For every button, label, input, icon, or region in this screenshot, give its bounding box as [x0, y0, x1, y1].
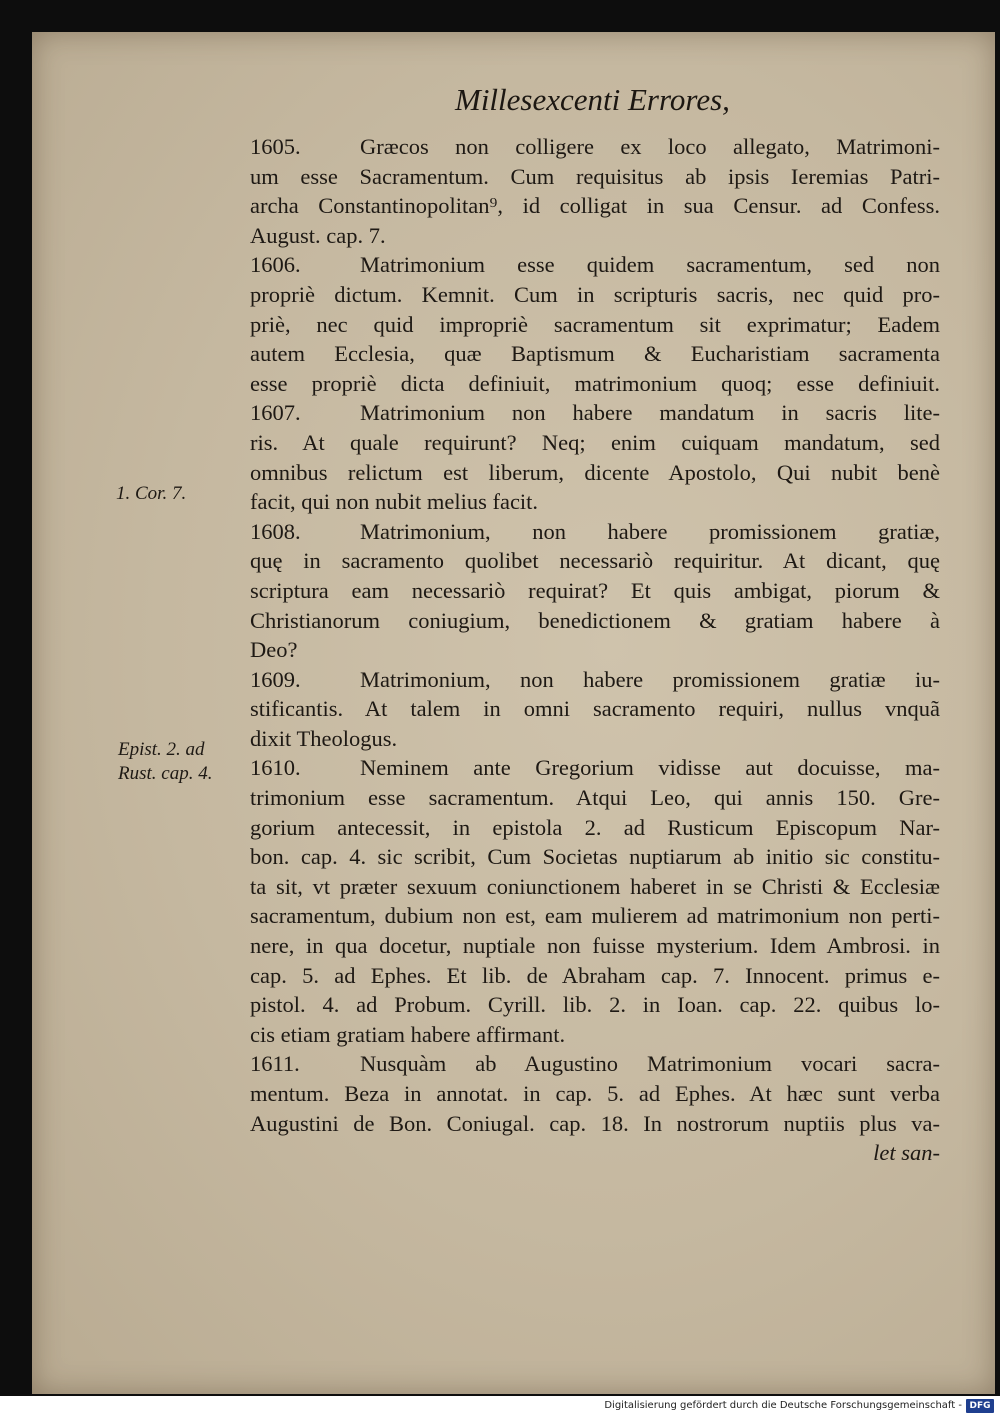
line-text: scriptura eam necessariò requirat? Et quis ambigat, piorum &: [250, 577, 940, 603]
catchword: let san-: [873, 1140, 940, 1166]
text-line: [250, 665, 940, 695]
line-text: cis etiam gratiam habere affirmant.: [250, 1021, 566, 1047]
text-line: [250, 339, 940, 369]
text-line: [250, 783, 940, 813]
text-line: [250, 872, 940, 902]
footer-credit: Digitalisierung gefördert durch die Deutsche Forschungsgemeinschaft -: [604, 1400, 962, 1411]
line-text: Deo?: [250, 637, 298, 663]
line-text: gorium antecessit, in epistola 2. ad Rusticum Episcopum Nar-: [250, 814, 940, 840]
line-text: Christianorum coniugium, benedictionem & gratiam habere à: [250, 607, 940, 633]
line-text: Matrimonium, non habere promissionem gratiæ,: [360, 518, 940, 544]
margin-note-cor: 1. Cor. 7.: [116, 483, 187, 504]
line-text: dixit Theologus.: [250, 725, 398, 751]
text-line: [250, 724, 940, 754]
line-text: bon. cap. 4. sic scribit, Cum Societas nuptiarum ab initio sic constitu-: [250, 844, 940, 870]
text-line: [250, 162, 940, 192]
dfg-logo: DFG: [966, 1399, 994, 1413]
line-text: Augustini de Bon. Coniugal. cap. 18. In nostrorum nuptiis plus va-: [250, 1110, 940, 1136]
text-line: [250, 191, 940, 221]
line-text: autem Ecclesia, quæ Baptismum & Eucharistiam sacramenta: [250, 341, 940, 367]
text-line: [250, 487, 940, 517]
text-line: [250, 546, 940, 576]
text-line: [250, 842, 940, 872]
text-line: [250, 398, 940, 428]
line-text: Matrimonium, non habere promissionem gratiæ iu-: [360, 666, 940, 692]
line-text: ta sit, vt præter sexuum coniunctionem haberet in se Christi & Ecclesiæ: [250, 873, 940, 899]
text-line: [250, 576, 940, 606]
text-line: [250, 961, 940, 991]
text-line: [250, 132, 940, 162]
text-line: [250, 250, 940, 280]
line-text: quę in sacramento quolibet necessariò requiritur. At dicant, quę: [250, 548, 940, 574]
text-line: [250, 606, 940, 636]
line-text: pistol. 4. ad Probum. Cyrill. lib. 2. in Ioan. cap. 22. quibus lo-: [250, 992, 940, 1018]
line-text: August. cap. 7.: [250, 222, 386, 248]
running-head: Millesexcenti Errores,: [455, 82, 730, 117]
text-line: [250, 931, 940, 961]
text-line: [250, 1109, 940, 1139]
line-text: nere, in qua docetur, nuptiale non fuisse mysterium. Idem Ambrosi. in: [250, 933, 940, 959]
line-text: stificantis. At talem in omni sacramento requiri, nullus vnquã: [250, 696, 940, 722]
line-text: Nusquàm ab Augustino Matrimonium vocari sacra-: [360, 1051, 940, 1077]
line-text: omnibus relictum est liberum, dicente Apostolo, Qui nubit benè: [250, 459, 940, 485]
line-text: Matrimonium non habere mandatum in sacris lite-: [360, 400, 940, 426]
line-text: Matrimonium esse quidem sacramentum, sed non: [360, 252, 940, 278]
line-text: Neminem ante Gregorium vidisse aut docuisse, ma-: [360, 755, 940, 781]
line-text: cap. 5. ad Ephes. Et lib. de Abraham cap. 7. Innocent. primus e-: [250, 962, 940, 988]
text-line: [250, 458, 940, 488]
main-text-block: [250, 132, 940, 1168]
line-text: propriè dictum. Kemnit. Cum in scripturis sacris, nec quid pro-: [250, 281, 940, 307]
entry-number: 1609.: [250, 666, 301, 692]
text-line: [250, 221, 940, 251]
text-line: [250, 428, 940, 458]
text-line: [250, 753, 940, 783]
text-line: [250, 813, 940, 843]
entry-number: 1607.: [250, 400, 301, 426]
line-text: priè, nec quid impropriè sacramentum sit exprimatur; Eadem: [250, 311, 940, 337]
line-text: ris. At quale requirunt? Neq; enim cuiquam mandatum, sed: [250, 429, 940, 455]
text-line: [250, 694, 940, 724]
entry-number: 1606.: [250, 252, 301, 278]
entry-number: 1610.: [250, 755, 301, 781]
text-line: [250, 517, 940, 547]
margin-note-rust: Rust. cap. 4.: [118, 763, 213, 784]
entry-number: 1605.: [250, 134, 301, 159]
text-line: [250, 1049, 940, 1079]
text-line: [250, 1079, 940, 1109]
text-line: [250, 901, 940, 931]
text-line: [250, 635, 940, 665]
line-text: Græcos non colligere ex loco allegato, Matrimoni-: [360, 134, 940, 159]
text-line: [250, 310, 940, 340]
text-line: [250, 1020, 940, 1050]
line-text: trimonium esse sacramentum. Atqui Leo, qui annis 150. Gre-: [250, 785, 940, 811]
margin-note-epist: Epist. 2. ad: [118, 739, 205, 760]
digitization-footer: [0, 1396, 1000, 1418]
text-line: [250, 369, 940, 399]
line-text: esse propriè dicta definiuit, matrimonium quoq; esse definiuit.: [250, 370, 940, 396]
text-line: [250, 280, 940, 310]
text-line: [250, 990, 940, 1020]
line-text: um esse Sacramentum. Cum requisitus ab ipsis Ieremias Patri-: [250, 163, 940, 189]
line-text: sacramentum, dubium non est, eam mulierem ad matrimonium non perti-: [250, 903, 940, 929]
line-text: archa Constantinopolitan⁹, id colligat in sua Censur. ad Confess.: [250, 193, 940, 219]
line-text: facit, qui non nubit melius facit.: [250, 489, 539, 515]
entry-number: 1611.: [250, 1051, 300, 1077]
entry-number: 1608.: [250, 518, 301, 544]
line-text: mentum. Beza in annotat. in cap. 5. ad Ephes. At hæc sunt verba: [250, 1081, 940, 1106]
